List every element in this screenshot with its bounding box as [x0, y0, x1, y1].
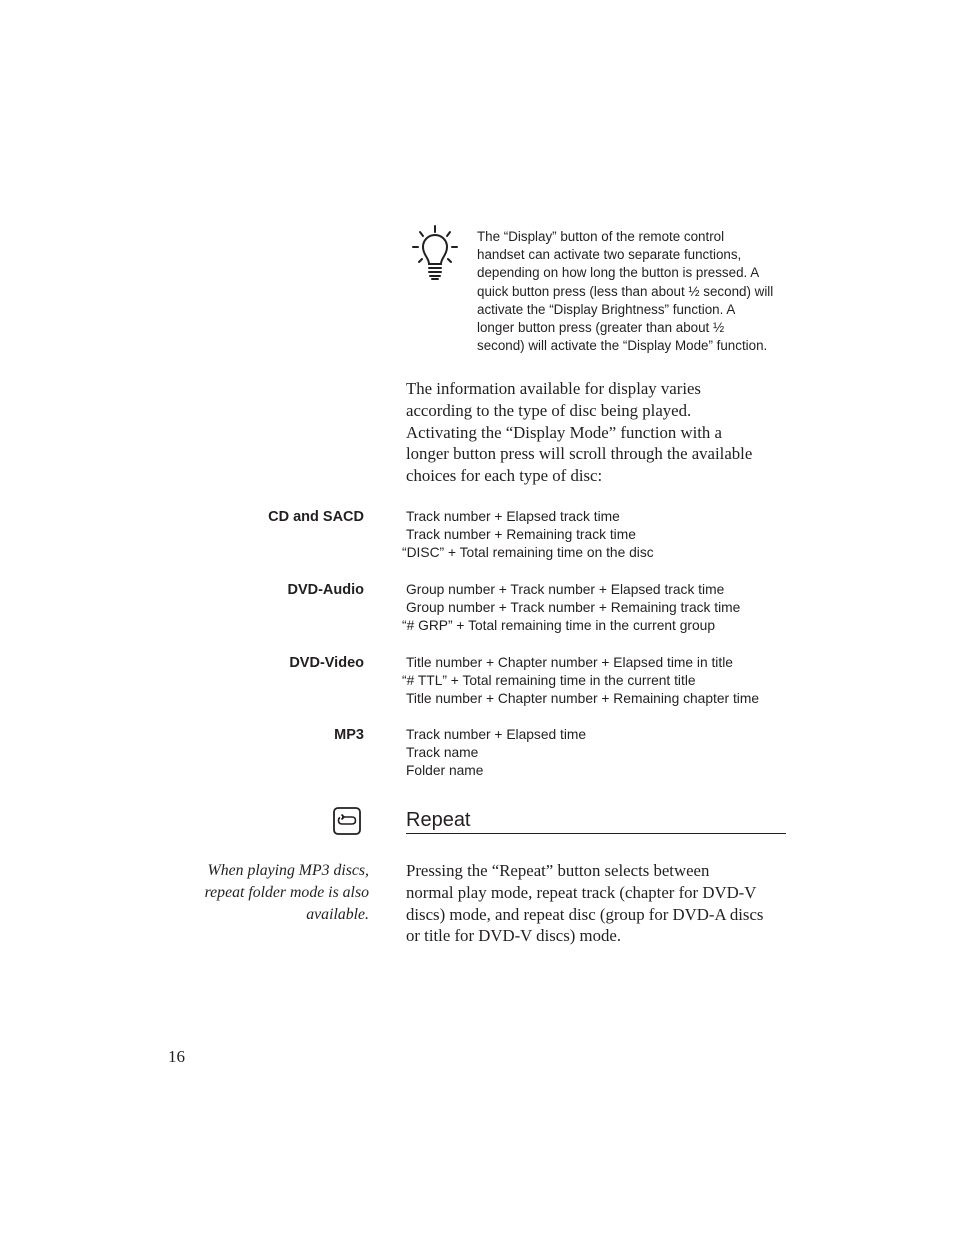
display-option: Group number + Track number + Elapsed track time [406, 582, 725, 597]
intro-line: choices for each type of disc: [406, 466, 603, 486]
repeat-line: or title for DVD-V discs) mode. [406, 926, 622, 946]
side-note-line: When playing MP3 discs, [207, 862, 369, 879]
intro-line: longer button press will scroll through the available [406, 444, 753, 464]
category-lines-cd-sacd [402, 508, 806, 563]
display-option: Track number + Elapsed time [406, 727, 587, 742]
tip-note [477, 228, 789, 355]
page-number: 16 [168, 1047, 185, 1066]
category-label-dvd-video: DVD-Video [289, 655, 364, 671]
repeat-line: normal play mode, repeat track (chapter for DVD-V [406, 882, 757, 902]
intro-paragraph [406, 378, 790, 487]
tip-line: depending on how long the button is pressed. A [477, 265, 760, 281]
tip-line: activate the “Display Brightness” function. A [477, 301, 736, 317]
repeat-paragraph [406, 860, 790, 947]
display-option: Track number + Elapsed track time [406, 509, 620, 524]
side-note-line: available. [306, 905, 369, 923]
display-option: Title number + Chapter number + Elapsed time in title [406, 655, 733, 670]
category-label-mp3: MP3 [334, 727, 364, 743]
repeat-icon [333, 807, 361, 835]
display-option: Track number + Remaining track time [406, 527, 636, 543]
display-option: Folder name [406, 763, 484, 779]
repeat-line: Pressing the “Repeat” button selects between [406, 861, 710, 880]
tip-line: longer button press (greater than about ½ [477, 320, 725, 336]
category-label-cd-sacd: CD and SACD [268, 509, 364, 525]
lightbulb-icon [412, 224, 458, 282]
display-option: Track name [406, 745, 479, 761]
display-option: “# TTL” + Total remaining time in the current title [402, 673, 696, 689]
display-option: “# GRP” + Total remaining time in the current group [402, 618, 716, 634]
category-lines-mp3 [406, 726, 806, 781]
side-note [180, 860, 369, 925]
category-lines-dvd-video [402, 654, 806, 709]
category-label-dvd-audio: DVD-Audio [287, 582, 364, 598]
repeat-line: discs) mode, and repeat disc (group for DVD-A discs [406, 904, 764, 924]
section-heading-repeat: Repeat [406, 808, 786, 834]
intro-line: according to the type of disc being played. [406, 400, 692, 420]
category-lines-dvd-audio [402, 581, 806, 636]
side-note-line: repeat folder mode is also [204, 883, 369, 901]
display-option: “DISC” + Total remaining time on the disc [402, 545, 654, 561]
intro-line: The information available for display varies [406, 379, 701, 398]
intro-line: Activating the “Display Mode” function with a [406, 422, 722, 442]
tip-line: quick button press (less than about ½ second) will [477, 283, 774, 299]
display-option: Title number + Chapter number + Remaining chapter time [406, 691, 760, 707]
tip-line: handset can activate two separate functions, [477, 247, 742, 263]
display-option: Group number + Track number + Remaining track time [406, 600, 741, 616]
tip-line: The “Display” button of the remote control [477, 229, 725, 244]
tip-line: second) will activate the “Display Mode” function. [477, 338, 768, 354]
